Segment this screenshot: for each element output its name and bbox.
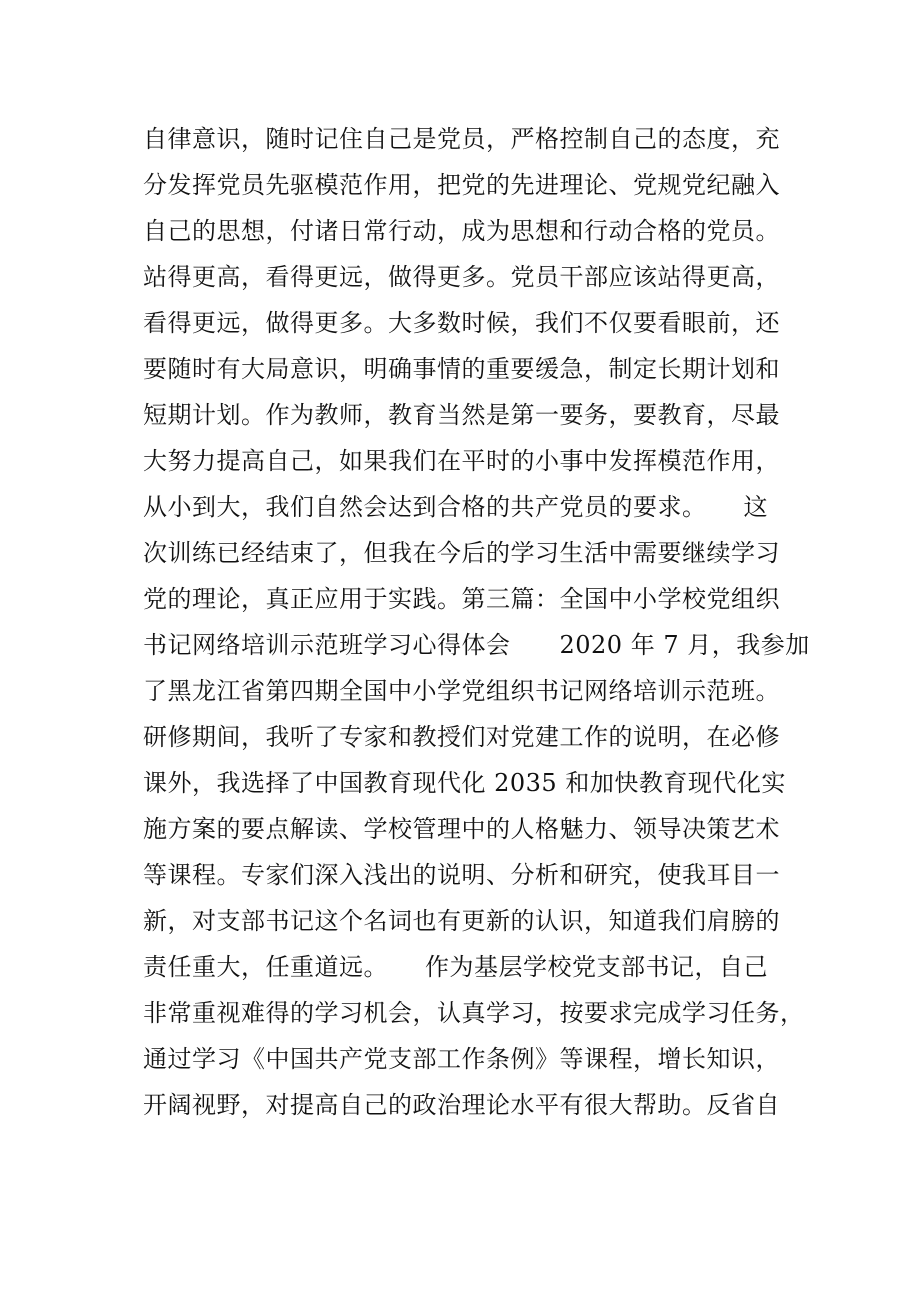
text-line: 短期计划。作为教师，教育当然是第一要务，要教育，尽最 xyxy=(143,401,780,429)
text-line: 开阔视野，对提高自己的政治理论水平有很大帮助。反省自 xyxy=(143,1091,780,1119)
text-line: 要随时有大局意识，明确事情的重要缓急，制定长期计划和 xyxy=(143,355,780,383)
text-line: 了黑龙江省第四期全国中小学党组织书记网络培训示范班。 xyxy=(143,677,780,705)
text-line: 非常重视难得的学习机会，认真学习，按要求完成学习任务， xyxy=(143,999,805,1027)
text-line: 自己的思想，付诸日常行动，成为思想和行动合格的党员。 xyxy=(143,217,780,245)
text-line: 次训练已经结束了，但我在今后的学习生活中需要继续学习 xyxy=(143,539,780,567)
text-line: 新，对支部书记这个名词也有更新的认识，知道我们肩膀的 xyxy=(143,907,780,935)
text-line: 书记网络培训示范班学习心得体会 2020 年 7 月，我参加 xyxy=(143,631,810,659)
text-line: 施方案的要点解读、学校管理中的人格魅力、领导决策艺术 xyxy=(143,815,780,843)
text-line: 看得更远，做得更多。大多数时候，我们不仅要看眼前，还 xyxy=(143,309,780,337)
text-line: 责任重大，任重道远。 作为基层学校党支部书记，自己 xyxy=(143,953,768,981)
body-text xyxy=(143,116,810,1128)
text-line: 站得更高，看得更远，做得更多。党员干部应该站得更高， xyxy=(143,263,780,291)
text-line: 课外，我选择了中国教育现代化 2035 和加快教育现代化实 xyxy=(143,769,786,797)
text-line: 研修期间，我听了专家和教授们对党建工作的说明，在必修 xyxy=(143,723,780,751)
text-line: 等课程。专家们深入浅出的说明、分析和研究，使我耳目一 xyxy=(143,861,780,889)
text-line: 自律意识，随时记住自己是党员，严格控制自己的态度，充 xyxy=(143,125,780,153)
text-line: 分发挥党员先驱模范作用，把党的先进理论、党规党纪融入 xyxy=(143,171,780,199)
text-line: 党的理论，真正应用于实践。第三篇：全国中小学校党组织 xyxy=(143,585,780,613)
text-line: 从小到大，我们自然会达到合格的共产党员的要求。 这 xyxy=(143,493,768,521)
text-line: 大努力提高自己，如果我们在平时的小事中发挥模范作用， xyxy=(143,447,780,475)
text-line: 通过学习《中国共产党支部工作条例》等课程，增长知识， xyxy=(143,1045,780,1073)
